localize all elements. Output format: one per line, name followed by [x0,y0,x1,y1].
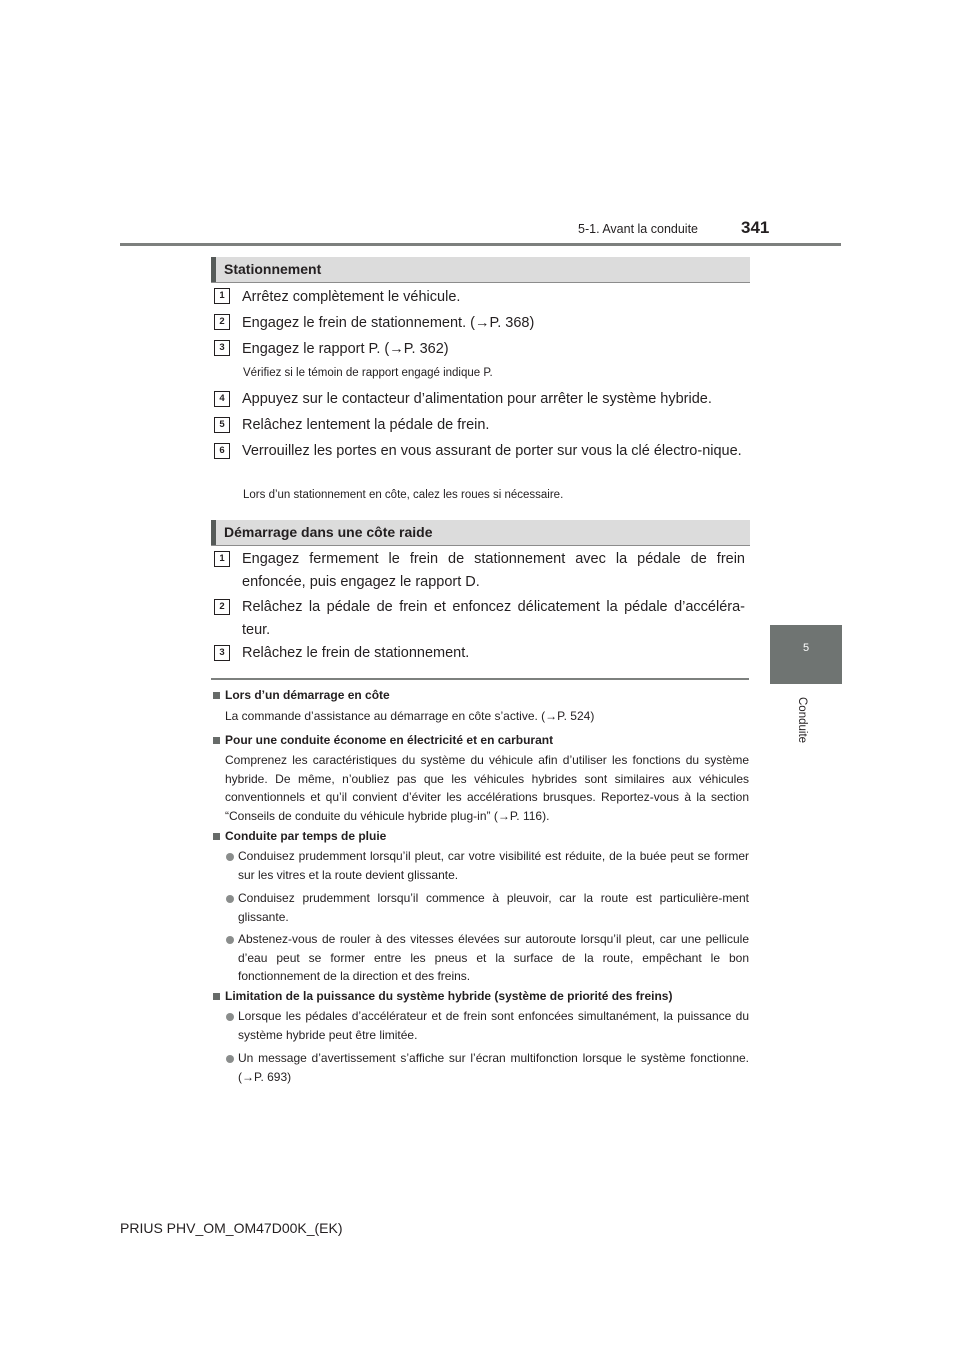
chapter-label: Conduite [796,697,808,744]
step-number: 2 [214,599,230,615]
hill-step-1: Engagez fermement le frein de stationnement avec la pédale de frein enfoncée, puis engagez le rapport D. [242,551,745,590]
page-number: 341 [741,218,770,237]
note-text-hill-start: La commande d’assistance au démarrage en côte s’active. (→P. 524) [225,709,595,723]
parking-note-slope: Lors d’un stationnement en côte, calez les roues si nécessaire. [243,489,564,501]
note-bullet-brake-2: Un message d’avertissement s’affiche sur l’écran multifonction lorsque le système fonctionne. (→P. 693) [238,1051,749,1084]
round-bullet-icon [226,1055,234,1063]
parking-step-6: Verrouillez les portes en vous assurant de porter sur vous la clé électro-nique. [242,443,742,459]
note-title-eco: Pour une conduite économe en électricité et en carburant [225,733,554,747]
parking-step-3: Engagez le rapport P. (→P. 362) [242,341,449,357]
square-bullet-icon [213,833,220,840]
chapter-number: 5 [802,642,810,654]
note-bullet-rain-1: Conduisez prudemment lorsqu’il pleut, car votre visibilité est réduite, de la buée peut se former sur les vitres et la route devient glissante. [238,849,749,882]
step-number: 4 [214,391,230,407]
note-text-eco: Comprenez les caractéristiques du système du véhicule afin d’utiliser les fonctions du système hybride. De même, n’oubliez pas que les véhicules hybrides sont similaires aux véhicules conventionnels et qu’il convient d’éviter les accélérations brusques. Reportez-vous à la section “Conseils de conduite du véhicule hybride plug-in” (→P. 116). [225,753,749,823]
document-id: PRIUS PHV_OM_OM47D00K_(EK) [120,1220,343,1236]
parking-step-2: Engagez le frein de stationnement. (→P. 368) [242,315,535,331]
note-bullet-rain-3: Abstenez-vous de rouler à des vitesses élevées sur autoroute lorsqu’il pleut, car une pellicule d’eau peut se former entre les pneus et la surface de la route, empêchant le bon fonctionnement de la direction et des freins. [238,932,749,983]
step-number: 6 [214,443,230,459]
round-bullet-icon [226,853,234,861]
section-title: 5-1. Avant la conduite [578,222,698,236]
notes-divider [211,678,749,680]
chapter-tab [770,625,842,684]
square-bullet-icon [213,692,220,699]
hill-start-heading-text: Démarrage dans une côte raide [224,524,433,540]
round-bullet-icon [226,895,234,903]
square-bullet-icon [213,993,220,1000]
header-divider [120,243,841,246]
square-bullet-icon [213,737,220,744]
hill-step-3: Relâchez le frein de stationnement. [242,645,470,661]
round-bullet-icon [226,1013,234,1021]
parking-heading-text: Stationnement [224,261,322,277]
parking-step-1: Arrêtez complètement le véhicule. [242,289,461,305]
heading-bar [211,257,216,282]
round-bullet-icon [226,936,234,944]
parking-step-5: Relâchez lentement la pédale de frein. [242,417,490,433]
hill-step-2: Relâchez la pédale de frein et enfoncez délicatement la pédale d’accéléra-teur. [242,599,745,638]
parking-heading [211,257,750,283]
step-number: 3 [214,340,230,356]
step-number: 1 [214,288,230,304]
parking-note-gear: Vérifiez si le témoin de rapport engagé indique P. [243,367,493,379]
step-number: 2 [214,314,230,330]
heading-bar [211,520,216,545]
note-bullet-brake-1: Lorsque les pédales d’accélérateur et de frein sont enfoncées simultanément, la puissance du système hybride peut être limitée. [238,1009,749,1042]
note-title-rain: Conduite par temps de pluie [225,829,387,843]
note-title-brake-priority: Limitation de la puissance du système hybride (système de priorité des freins) [225,989,673,1003]
step-number: 3 [214,645,230,661]
parking-step-4: Appuyez sur le contacteur d’alimentation pour arrêter le système hybride. [242,391,712,407]
note-title-hill-start: Lors d’un démarrage en côte [225,688,390,702]
note-bullet-rain-2: Conduisez prudemment lorsqu’il commence à pleuvoir, car la route est particulière-ment glissante. [238,891,749,924]
hill-start-heading [211,520,750,546]
step-number: 5 [214,417,230,433]
step-number: 1 [214,551,230,567]
